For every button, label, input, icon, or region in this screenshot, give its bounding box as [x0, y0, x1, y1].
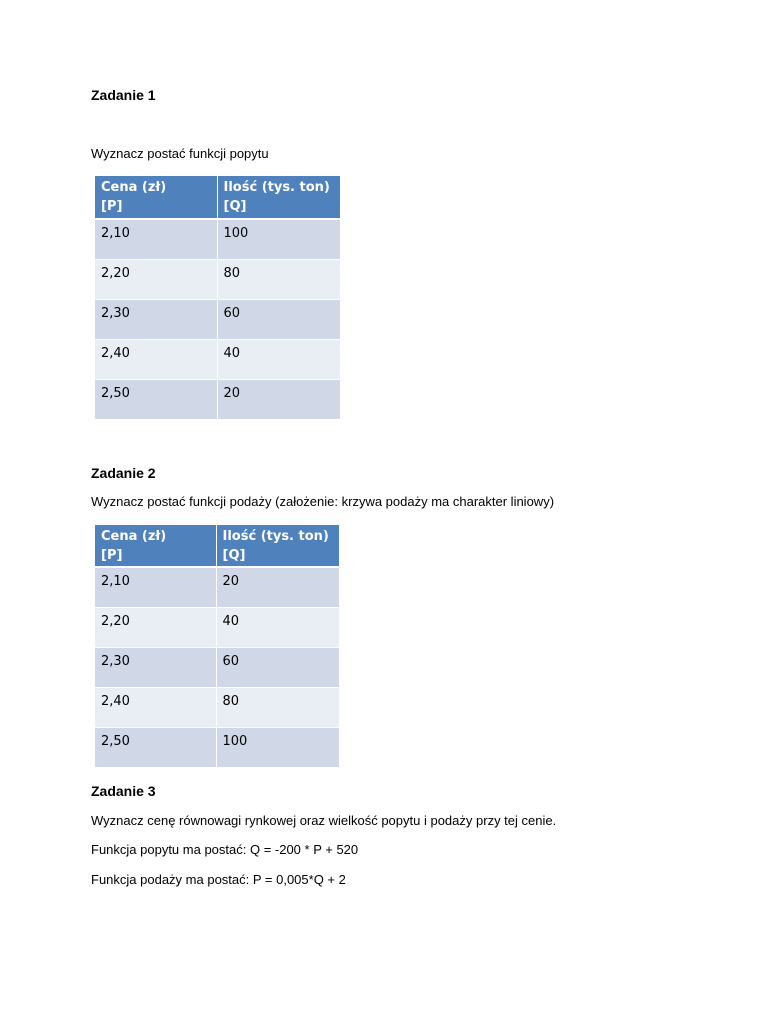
header-line: [P] — [101, 199, 123, 214]
quantity-cell: 60 — [216, 647, 339, 687]
quantity-cell: 60 — [217, 299, 340, 339]
header-line: Ilość (tys. ton) — [223, 180, 330, 195]
price-column-header — [95, 525, 216, 567]
header-line: [P] — [101, 548, 123, 563]
price-cell: 2,10 — [95, 567, 216, 607]
table-row — [95, 687, 339, 727]
table-row — [95, 727, 339, 767]
price-cell: 2,20 — [95, 259, 217, 299]
quantity-cell: 40 — [217, 339, 340, 379]
quantity-cell: 80 — [217, 259, 340, 299]
task3-instruction: Wyznacz cenę równowagi rynkowej oraz wielkość popytu i podaży przy tej cenie. — [91, 813, 557, 828]
header-line: Cena (zł) — [101, 529, 167, 544]
quantity-cell: 20 — [216, 567, 339, 607]
table-row — [95, 647, 339, 687]
demand-table — [95, 176, 340, 419]
table-row — [95, 607, 339, 647]
price-cell: 2,10 — [95, 219, 217, 259]
quantity-cell: 100 — [216, 727, 339, 767]
quantity-column-header — [216, 525, 339, 567]
task3-heading: Zadanie 3 — [91, 783, 156, 799]
table-row — [95, 219, 340, 259]
table-row — [95, 259, 340, 299]
header-line: Ilość (tys. ton) — [222, 529, 329, 544]
price-cell: 2,20 — [95, 607, 216, 647]
table-row — [95, 567, 339, 607]
task2-instruction: Wyznacz postać funkcji podaży (założenie: krzywa podaży ma charakter liniowy) — [91, 494, 555, 509]
quantity-column-header — [217, 176, 340, 219]
quantity-cell: 20 — [217, 379, 340, 419]
table-row — [95, 379, 340, 419]
quantity-cell: 80 — [216, 687, 339, 727]
price-cell: 2,50 — [95, 727, 216, 767]
price-column-header — [95, 176, 217, 219]
price-cell: 2,50 — [95, 379, 217, 419]
price-cell: 2,40 — [95, 687, 216, 727]
price-cell: 2,30 — [95, 647, 216, 687]
task2-heading: Zadanie 2 — [91, 465, 156, 481]
task1-instruction: Wyznacz postać funkcji popytu — [91, 146, 269, 161]
price-cell: 2,40 — [95, 339, 217, 379]
table-row — [95, 339, 340, 379]
demand-function-text: Funkcja popytu ma postać: Q = -200 * P + 520 — [91, 842, 359, 857]
supply-table — [95, 525, 339, 767]
table-header-row — [95, 525, 339, 567]
header-line: [Q] — [223, 199, 247, 214]
price-cell: 2,30 — [95, 299, 217, 339]
quantity-cell: 100 — [217, 219, 340, 259]
header-line: [Q] — [222, 548, 246, 563]
supply-function-text: Funkcja podaży ma postać: P = 0,005*Q + 2 — [91, 872, 346, 887]
table-header-row — [95, 176, 340, 219]
quantity-cell: 40 — [216, 607, 339, 647]
header-line: Cena (zł) — [101, 180, 167, 195]
task1-heading: Zadanie 1 — [91, 87, 156, 103]
table-row — [95, 299, 340, 339]
